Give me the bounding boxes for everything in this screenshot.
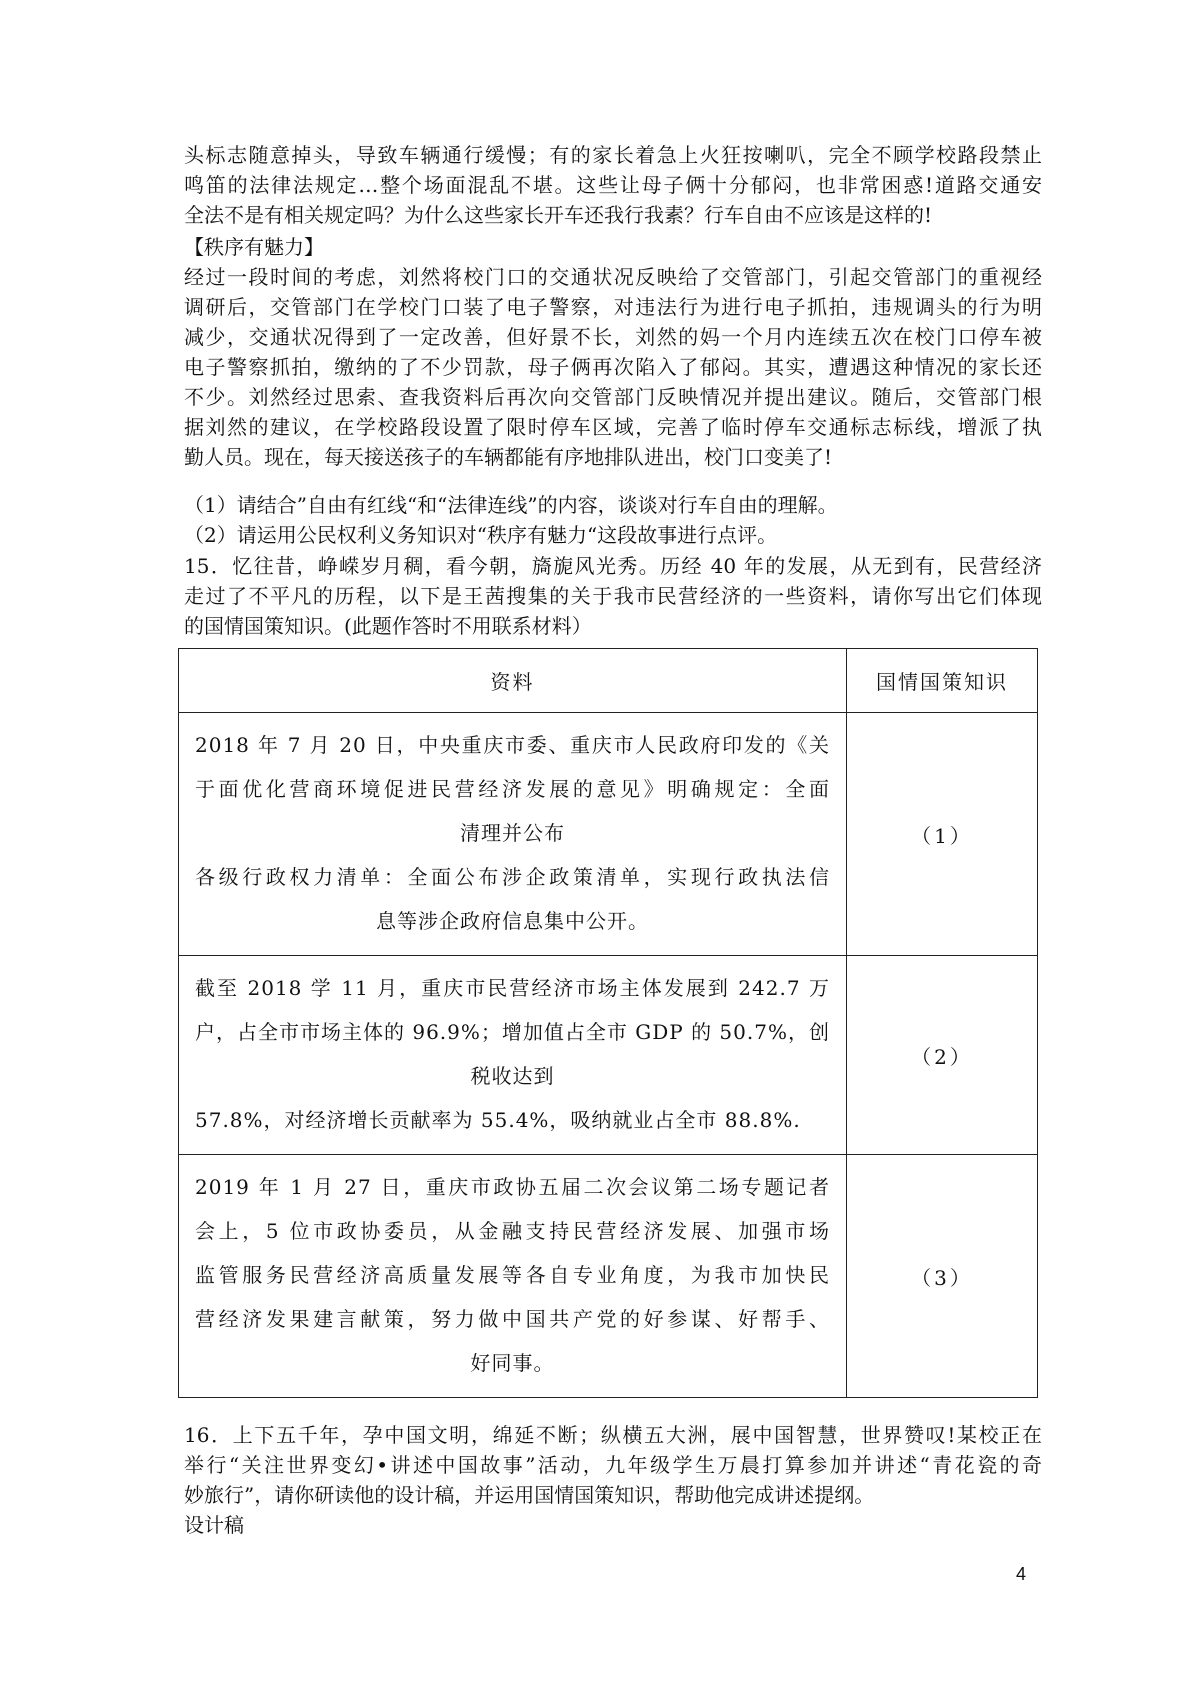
- header-knowledge: 国情国策知识: [846, 649, 1037, 713]
- cell-line: 好同事。: [470, 1351, 555, 1375]
- text-line: 调研后，交管部门在学校门口装了电子警察，对违法行为进行电子抓拍，违规调头的行为明: [184, 295, 1042, 319]
- text-line: 走过了不平凡的历程，以下是王茜搜集的关于我市民营经济的一些资料，请你写出它们体现: [184, 584, 1042, 608]
- answer-cell: [846, 713, 1037, 956]
- intro-paragraph: [184, 140, 1042, 230]
- table-row: [179, 1155, 1038, 1398]
- info-table: [178, 648, 1038, 1398]
- source-cell: [179, 713, 847, 956]
- answer-cell: [846, 956, 1037, 1155]
- answer-cell: [846, 1155, 1037, 1398]
- text-line: 不少。刘然经过思索、查我资料后再次向交管部门反映情况并提出建议。随后，交管部门根: [184, 385, 1042, 409]
- answer-label: （3）: [911, 1265, 973, 1290]
- text-line: 勤人员。现在，每天接送孩子的车辆都能有序地排队进出，校门口变美了!: [184, 445, 833, 469]
- text-line: 举行“关注世界变幻•讲述中国故事”活动，九年级学生万晨打算参加并讲述“青花瓷的奇: [184, 1453, 1042, 1477]
- text-line: 16．上下五千年，孕中国文明，绵延不断；纵横五大洲，展中国智慧，世界赞叹!某校正在: [184, 1423, 1042, 1447]
- text-line: 头标志随意掉头，导致车辆通行缓慢；有的家长着急上火狂按喇叭，完全不顾学校路段禁止: [184, 143, 1042, 167]
- table-row: [179, 956, 1038, 1155]
- cell-line: 监管服务民营经济高质量发展等各自专业角度，为我市加快民: [195, 1263, 830, 1287]
- table-row: [179, 713, 1038, 956]
- story-paragraph: [184, 262, 1042, 472]
- source-cell: [179, 1155, 847, 1398]
- question-2: （2）请运用公民权利义务知识对“秩序有魅力“这段故事进行点评。: [184, 523, 778, 547]
- question-15: [184, 551, 1042, 641]
- text-line: 经过一段时间的考虑，刘然将校门口的交通状况反映给了交管部门，引起交管部门的重视经: [184, 265, 1042, 289]
- questions: [184, 490, 1042, 550]
- cell-line: 2019 年 1 月 27 日，重庆市政协五届二次会议第二场专题记者: [195, 1175, 830, 1199]
- cell-line: 会上，5 位市政协委员，从金融支持民营经济发展、加强市场: [195, 1219, 830, 1243]
- page-number: 4: [1016, 1564, 1027, 1584]
- question-1: （1）请结合”自由有红线“和“法律连线”的内容，谈谈对行车自由的理解。: [184, 493, 838, 517]
- cell-line: 息等涉企政府信息集中公开。: [375, 909, 649, 933]
- answer-label: （1）: [911, 823, 973, 848]
- table-header-row: [179, 649, 1038, 713]
- cell-line: 户，占全市市场主体的 96.9%；增加值占全市 GDP 的 50.7%，创: [195, 1020, 830, 1044]
- source-cell: [179, 956, 847, 1155]
- section-heading: 【秩序有魅力】: [184, 235, 324, 259]
- question-16: [184, 1420, 1042, 1510]
- text-line: 15．忆往昔，峥嵘岁月稠，看今朝，旖旎风光秀。历经 40 年的发展，从无到有，民营经济: [184, 554, 1042, 578]
- cell-line: 税收达到: [470, 1064, 555, 1088]
- text-line: 妙旅行”，请你研读他的设计稿，并运用国情国策知识，帮助他完成讲述提纲。: [184, 1483, 875, 1507]
- text-line: 鸣笛的法律法规定…整个场面混乱不堪。这些让母子俩十分郁闷，也非常困惑!道路交通安: [184, 173, 1042, 197]
- text-line: 电子警察抓拍，缴纳的了不少罚款，母子俩再次陷入了郁闷。其实，遭遇这种情况的家长还: [184, 355, 1042, 379]
- cell-line: 57.8%，对经济增长贡献率为 55.4%，吸纳就业占全市 88.8%.: [195, 1108, 801, 1132]
- text-line: 全法不是有相关规定吗？为什么这些家长开车还我行我素？行车自由不应该是这样的!: [184, 203, 933, 227]
- design-label: 设计稿: [184, 1513, 244, 1537]
- cell-line: 于面优化营商环境促进民营经济发展的意见》明确规定：全面: [195, 777, 830, 801]
- header-source: 资料: [179, 649, 847, 713]
- cell-line: 营经济发果建言献策，努力做中国共产党的好参谋、好帮手、: [195, 1307, 830, 1331]
- cell-line: 清理并公布: [459, 821, 565, 845]
- cell-line: 2018 年 7 月 20 日，中央重庆市委、重庆市人民政府印发的《关: [195, 733, 830, 757]
- cell-line: 截至 2018 学 11 月，重庆市民营经济市场主体发展到 242.7 万: [195, 976, 830, 1000]
- answer-label: （2）: [911, 1044, 973, 1069]
- text-line: 减少，交通状况得到了一定改善，但好景不长，刘然的妈一个月内连续五次在校门口停车被: [184, 325, 1042, 349]
- text-line: 的国情国策知识。(此题作答时不用联系材料）: [184, 614, 592, 638]
- cell-line: 各级行政权力清单：全面公布涉企政策清单，实现行政执法信: [195, 865, 830, 889]
- text-line: 据刘然的建议，在学校路段设置了限时停车区域，完善了临时停车交通标志标线，增派了执: [184, 415, 1042, 439]
